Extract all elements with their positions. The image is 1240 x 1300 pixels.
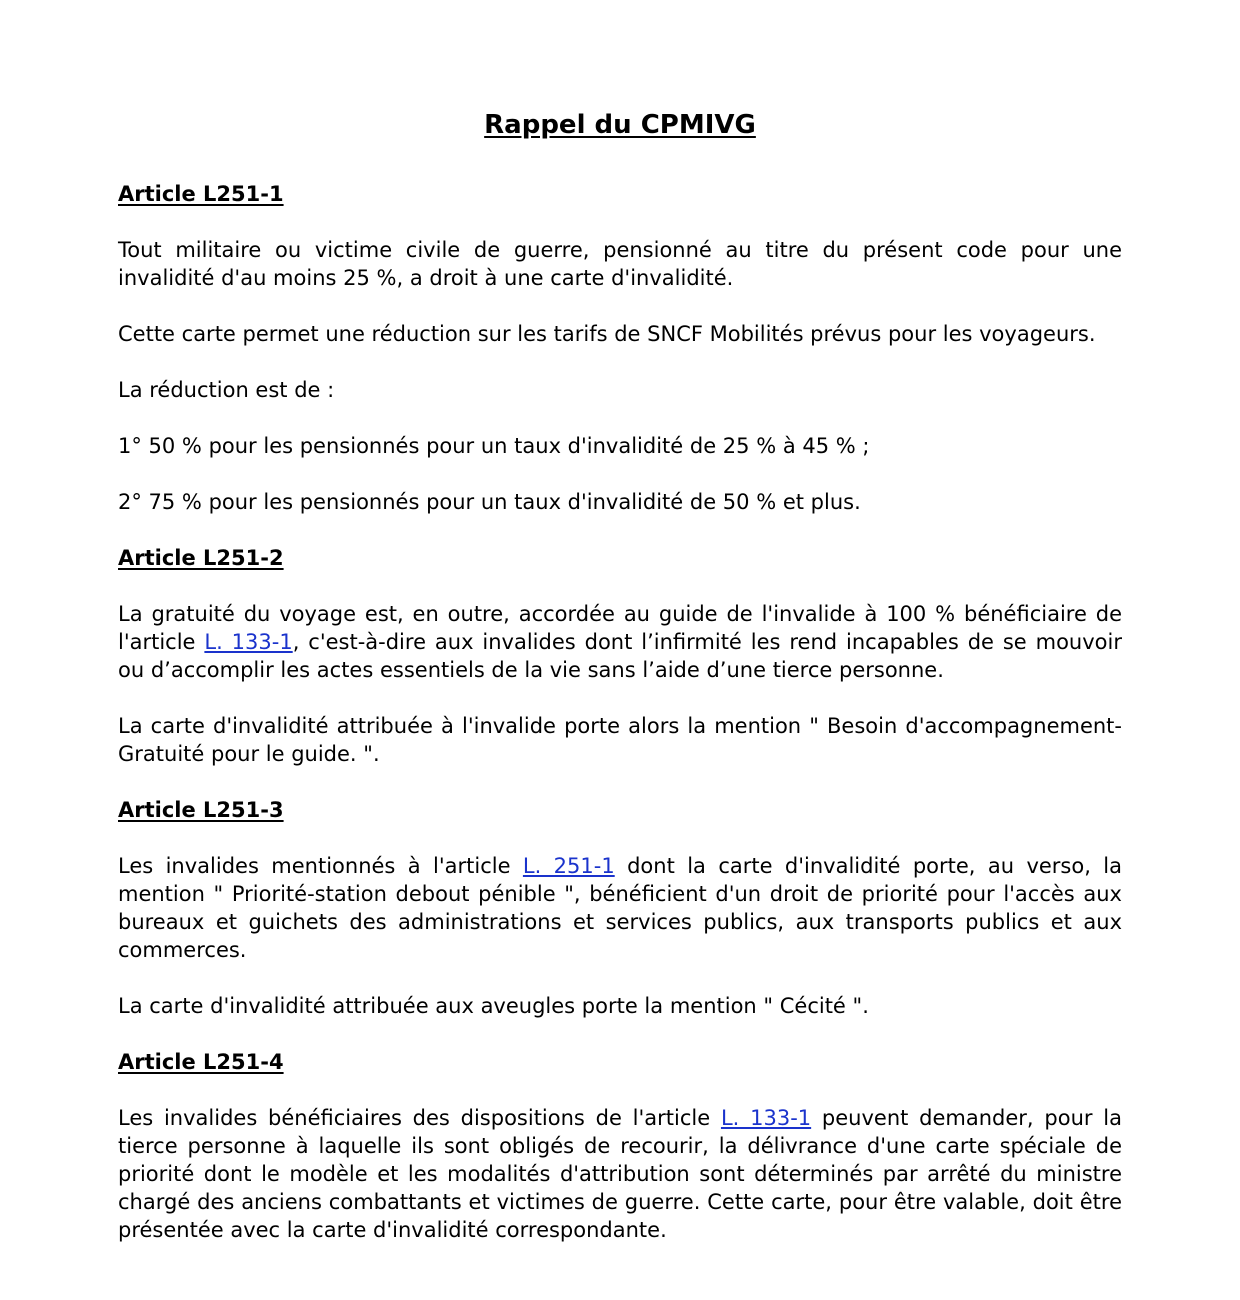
paragraph: La réduction est de : — [118, 378, 335, 402]
paragraph: Tout militaire ou victime civile de guerre, pensionné au titre du présent code pour une invalidité d'au moins 25 %, a droit à une carte d'invalidité. — [118, 238, 1122, 290]
paragraph-text: peuvent demander, pour la tierce personne à laquelle ils sont obligés de recourir, la délivrance d'une carte spéciale de priorité dont le modèle et les modalités d'attribution sont déterminés par arrêté du ministre chargé des anciens combattants et victimes de guerre. Cette carte, pour être valable, doit être présentée avec la carte d'invalidité correspondante. — [118, 1106, 1122, 1242]
paragraph — [118, 852, 1122, 964]
paragraph: 2° 75 % pour les pensionnés pour un taux d'invalidité de 50 % et plus. — [118, 490, 861, 514]
paragraph — [118, 600, 1122, 684]
article-heading-l251-2: Article L251-2 — [118, 546, 284, 570]
article-heading-l251-1: Article L251-1 — [118, 182, 284, 206]
article-link-l251-1[interactable]: L. 251-1 — [522, 854, 615, 878]
article-heading-l251-4: Article L251-4 — [118, 1050, 284, 1074]
article-link-l133-1[interactable]: L. 133-1 — [720, 1106, 812, 1130]
paragraph-text: Les invalides mentionnés à l'article — [118, 854, 523, 878]
paragraph: 1° 50 % pour les pensionnés pour un taux d'invalidité de 25 % à 45 % ; — [118, 434, 870, 458]
paragraph-text: dont la carte d'invalidité porte, au verso, la mention " Priorité-station debout pénible ", bénéficient d'un droit de priorité pour l'accès aux bureaux et guichets des administrations et services publics, aux transports publics et aux commerces. — [118, 854, 1122, 962]
paragraph-text: Les invalides bénéficiaires des dispositions de l'article — [118, 1106, 721, 1130]
paragraph-text: La gratuité du voyage est, en outre, accordée au guide de l'invalide à 100 % bénéficiaire de l'article — [118, 602, 1122, 654]
page-title: Rappel du CPMIVG — [484, 110, 756, 140]
paragraph: La carte d'invalidité attribuée à l'invalide porte alors la mention " Besoin d'accompagnement-Gratuité pour le guide. ". — [118, 714, 1122, 766]
article-link-l133-1[interactable]: L. 133-1 — [204, 630, 293, 654]
paragraph: La carte d'invalidité attribuée aux aveugles porte la mention " Cécité ". — [118, 994, 869, 1018]
article-heading-l251-3: Article L251-3 — [118, 798, 284, 822]
paragraph: Cette carte permet une réduction sur les tarifs de SNCF Mobilités prévus pour les voyageurs. — [118, 322, 1096, 346]
paragraph-text: , c'est-à-dire aux invalides dont l’infirmité les rend incapables de se mouvoir ou d’accomplir les actes essentiels de la vie sans l’aide d’une tierce personne. — [118, 630, 1122, 682]
document-page — [118, 108, 1122, 1244]
paragraph — [118, 1104, 1122, 1244]
